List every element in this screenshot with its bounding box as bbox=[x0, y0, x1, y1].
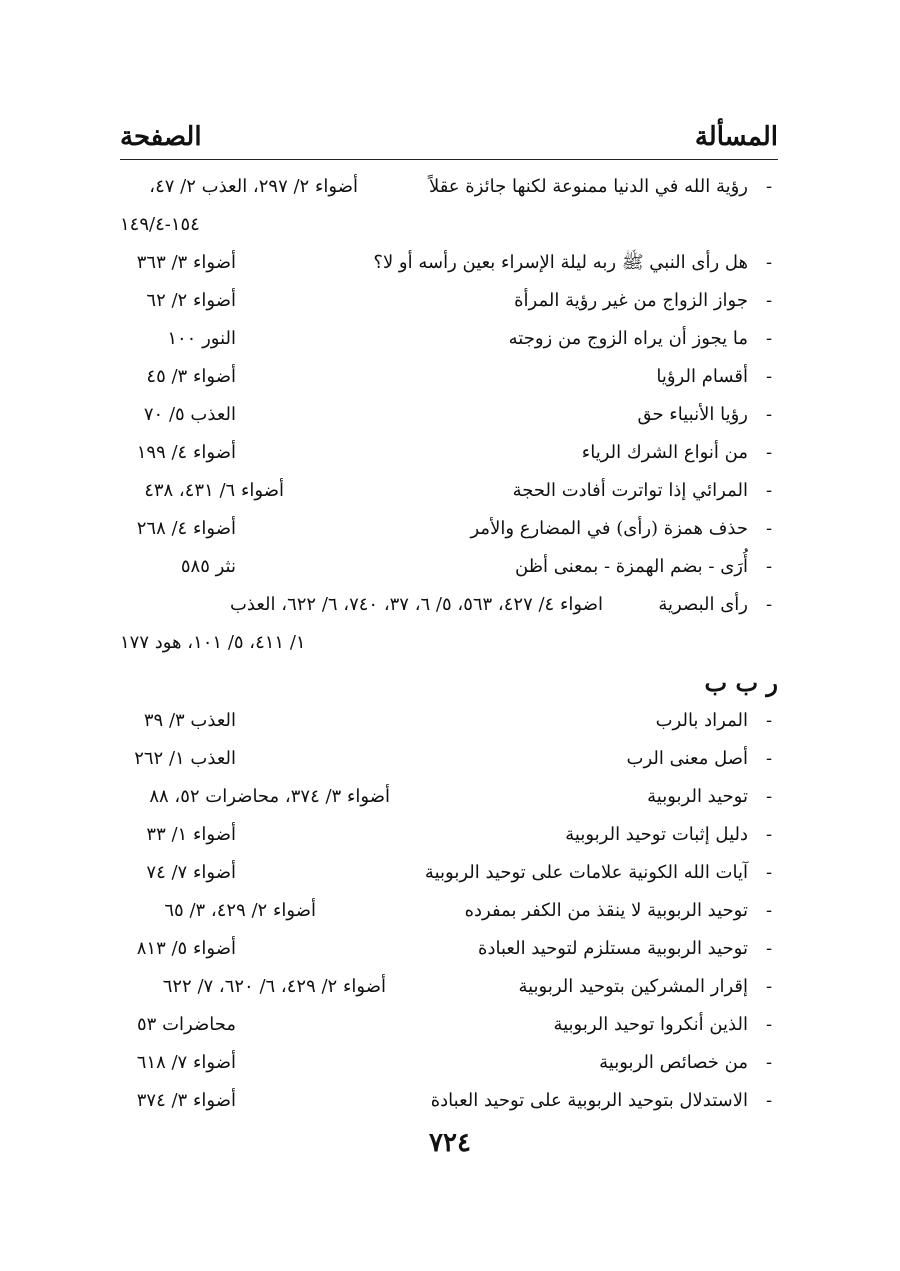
entry-topic: رأى البصرية bbox=[658, 594, 748, 615]
index-entry bbox=[120, 552, 778, 582]
entry-dash: - bbox=[765, 252, 773, 273]
header-topic-label: المسألة bbox=[694, 122, 778, 152]
entry-dash: - bbox=[765, 748, 773, 769]
entry-topic: جواز الزواج من غير رؤية المرأة bbox=[514, 290, 748, 311]
entry-topic: من خصائص الربوبية bbox=[599, 1052, 748, 1073]
entry-topic: توحيد الربوبية مستلزم لتوحيد العبادة bbox=[478, 938, 748, 959]
entry-reference: اضواء ٤/ ٤٢٧، ٥٦٣، ٥/ ٦، ٣٧، ٧٤٠، ٦/ ٦٢٢، العذب bbox=[229, 594, 603, 615]
entry-dash: - bbox=[765, 1014, 773, 1035]
entry-dash: - bbox=[765, 328, 773, 349]
index-entry bbox=[120, 744, 778, 774]
entry-dash: - bbox=[765, 824, 773, 845]
entry-dash: - bbox=[765, 938, 773, 959]
entry-topic: الذين أنكروا توحيد الربوبية bbox=[553, 1014, 748, 1035]
index-entry bbox=[120, 590, 778, 620]
entry-reference: أضواء ٥/ ٨١٣ bbox=[136, 938, 236, 959]
entry-dash: - bbox=[765, 366, 773, 387]
index-entry bbox=[120, 514, 778, 544]
entry-reference: أضواء ٢/ ٢٩٧، العذب ٢/ ٤٧، bbox=[149, 176, 358, 197]
index-entry bbox=[120, 1010, 778, 1040]
entry-dash: - bbox=[765, 594, 773, 615]
index-entry bbox=[120, 324, 778, 354]
entry-topic: حذف همزة (رأى) في المضارع والأمر bbox=[470, 518, 748, 539]
entry-topic: من أنواع الشرك الرياء bbox=[581, 442, 748, 463]
section-heading: ر ب ب bbox=[704, 668, 778, 697]
entry-continuation bbox=[120, 210, 778, 240]
entry-reference: أضواء ٧/ ٧٤ bbox=[146, 862, 236, 883]
entry-dash: - bbox=[765, 442, 773, 463]
entry-topic: المرائي إذا تواترت أفادت الحجة bbox=[512, 480, 748, 501]
entry-reference: أضواء ٣/ ٤٥ bbox=[146, 366, 236, 387]
entry-reference-continued: ١/ ٤١١، ٥/ ١٠١، هود ١٧٧ bbox=[120, 632, 306, 653]
entry-dash: - bbox=[765, 862, 773, 883]
entry-topic: أصل معنى الرب bbox=[626, 748, 748, 769]
entry-reference: أضواء ٤/ ١٩٩ bbox=[136, 442, 236, 463]
entry-reference: العذب ١/ ٢٦٢ bbox=[134, 748, 236, 769]
index-entry bbox=[120, 1086, 778, 1116]
entry-reference: العذب ٣/ ٣٩ bbox=[143, 710, 236, 731]
entry-dash: - bbox=[765, 1090, 773, 1111]
entry-reference: النور ١٠٠ bbox=[167, 328, 236, 349]
index-entry bbox=[120, 362, 778, 392]
entry-dash: - bbox=[765, 976, 773, 997]
entry-topic: توحيد الربوبية bbox=[647, 786, 748, 807]
entry-topic: هل رأى النبي ﷺ ربه ليلة الإسراء بعين رأسه أو لا؟ bbox=[373, 252, 748, 273]
entry-reference: أضواء ١/ ٣٣ bbox=[146, 824, 236, 845]
entry-dash: - bbox=[765, 786, 773, 807]
index-entry bbox=[120, 934, 778, 964]
index-entry bbox=[120, 782, 778, 812]
entry-reference: أضواء ٧/ ٦١٨ bbox=[136, 1052, 236, 1073]
header-rule bbox=[120, 159, 778, 160]
entry-reference: أضواء ٢/ ٤٢٩، ٦/ ٦٢٠، ٧/ ٦٢٢ bbox=[162, 976, 386, 997]
entry-topic: أقسام الرؤيا bbox=[656, 366, 748, 387]
entry-dash: - bbox=[765, 518, 773, 539]
entry-topic: رؤية الله في الدنيا ممنوعة لكنها جائزة عقلاً bbox=[428, 176, 748, 197]
index-entry bbox=[120, 172, 778, 202]
index-entry bbox=[120, 286, 778, 316]
index-entry bbox=[120, 476, 778, 506]
entry-reference: أضواء ٣/ ٣٧٤، محاضرات ٥٢، ٨٨ bbox=[149, 786, 390, 807]
page-number: ٧٢٤ bbox=[429, 1128, 471, 1158]
header-page-label: الصفحة bbox=[120, 122, 202, 152]
entry-reference: أضواء ٢/ ٦٢ bbox=[146, 290, 236, 311]
entry-continuation bbox=[120, 628, 778, 658]
entry-reference: أضواء ٤/ ٢٦٨ bbox=[136, 518, 236, 539]
entry-topic: آيات الله الكونية علامات على توحيد الربوبية bbox=[424, 862, 748, 883]
entry-dash: - bbox=[765, 480, 773, 501]
entry-reference: العذب ٥/ ٧٠ bbox=[143, 404, 236, 425]
column-header bbox=[120, 122, 778, 158]
index-entry bbox=[120, 858, 778, 888]
index-entry bbox=[120, 820, 778, 850]
index-entry bbox=[120, 1048, 778, 1078]
entry-topic: المراد بالرب bbox=[655, 710, 748, 731]
entry-topic: ما يجوز أن يراه الزوج من زوجته bbox=[508, 328, 748, 349]
entry-topic: الاستدلال بتوحيد الربوبية على توحيد العبادة bbox=[430, 1090, 748, 1111]
entry-dash: - bbox=[765, 556, 773, 577]
index-entry bbox=[120, 896, 778, 926]
index-entry bbox=[120, 400, 778, 430]
entry-topic: توحيد الربوبية لا ينقذ من الكفر بمفرده bbox=[464, 900, 748, 921]
entry-topic: أُرَى - بضم الهمزة - بمعنى أظن bbox=[515, 556, 748, 577]
index-entry bbox=[120, 248, 778, 278]
entry-reference: أضواء ٢/ ٤٢٩، ٣/ ٦٥ bbox=[164, 900, 316, 921]
entry-dash: - bbox=[765, 176, 773, 197]
index-entry bbox=[120, 972, 778, 1002]
entry-topic: رؤيا الأنبياء حق bbox=[637, 404, 748, 425]
entry-dash: - bbox=[765, 290, 773, 311]
entry-dash: - bbox=[765, 710, 773, 731]
entry-reference-continued: ١٥٤-١٤٩/٤ bbox=[120, 214, 200, 235]
entry-topic: إقرار المشركين بتوحيد الربوبية bbox=[518, 976, 748, 997]
entry-reference: أضواء ٣/ ٣٧٤ bbox=[136, 1090, 236, 1111]
entry-reference: نثر ٥٨٥ bbox=[180, 556, 236, 577]
entry-dash: - bbox=[765, 404, 773, 425]
entry-reference: أضواء ٣/ ٣٦٣ bbox=[136, 252, 236, 273]
entry-dash: - bbox=[765, 900, 773, 921]
entry-reference: محاضرات ٥٣ bbox=[137, 1014, 236, 1035]
index-entry bbox=[120, 706, 778, 736]
entry-dash: - bbox=[765, 1052, 773, 1073]
entry-reference: أضواء ٦/ ٤٣١، ٤٣٨ bbox=[144, 480, 284, 501]
entry-topic: دليل إثبات توحيد الربوبية bbox=[565, 824, 748, 845]
index-entry bbox=[120, 438, 778, 468]
